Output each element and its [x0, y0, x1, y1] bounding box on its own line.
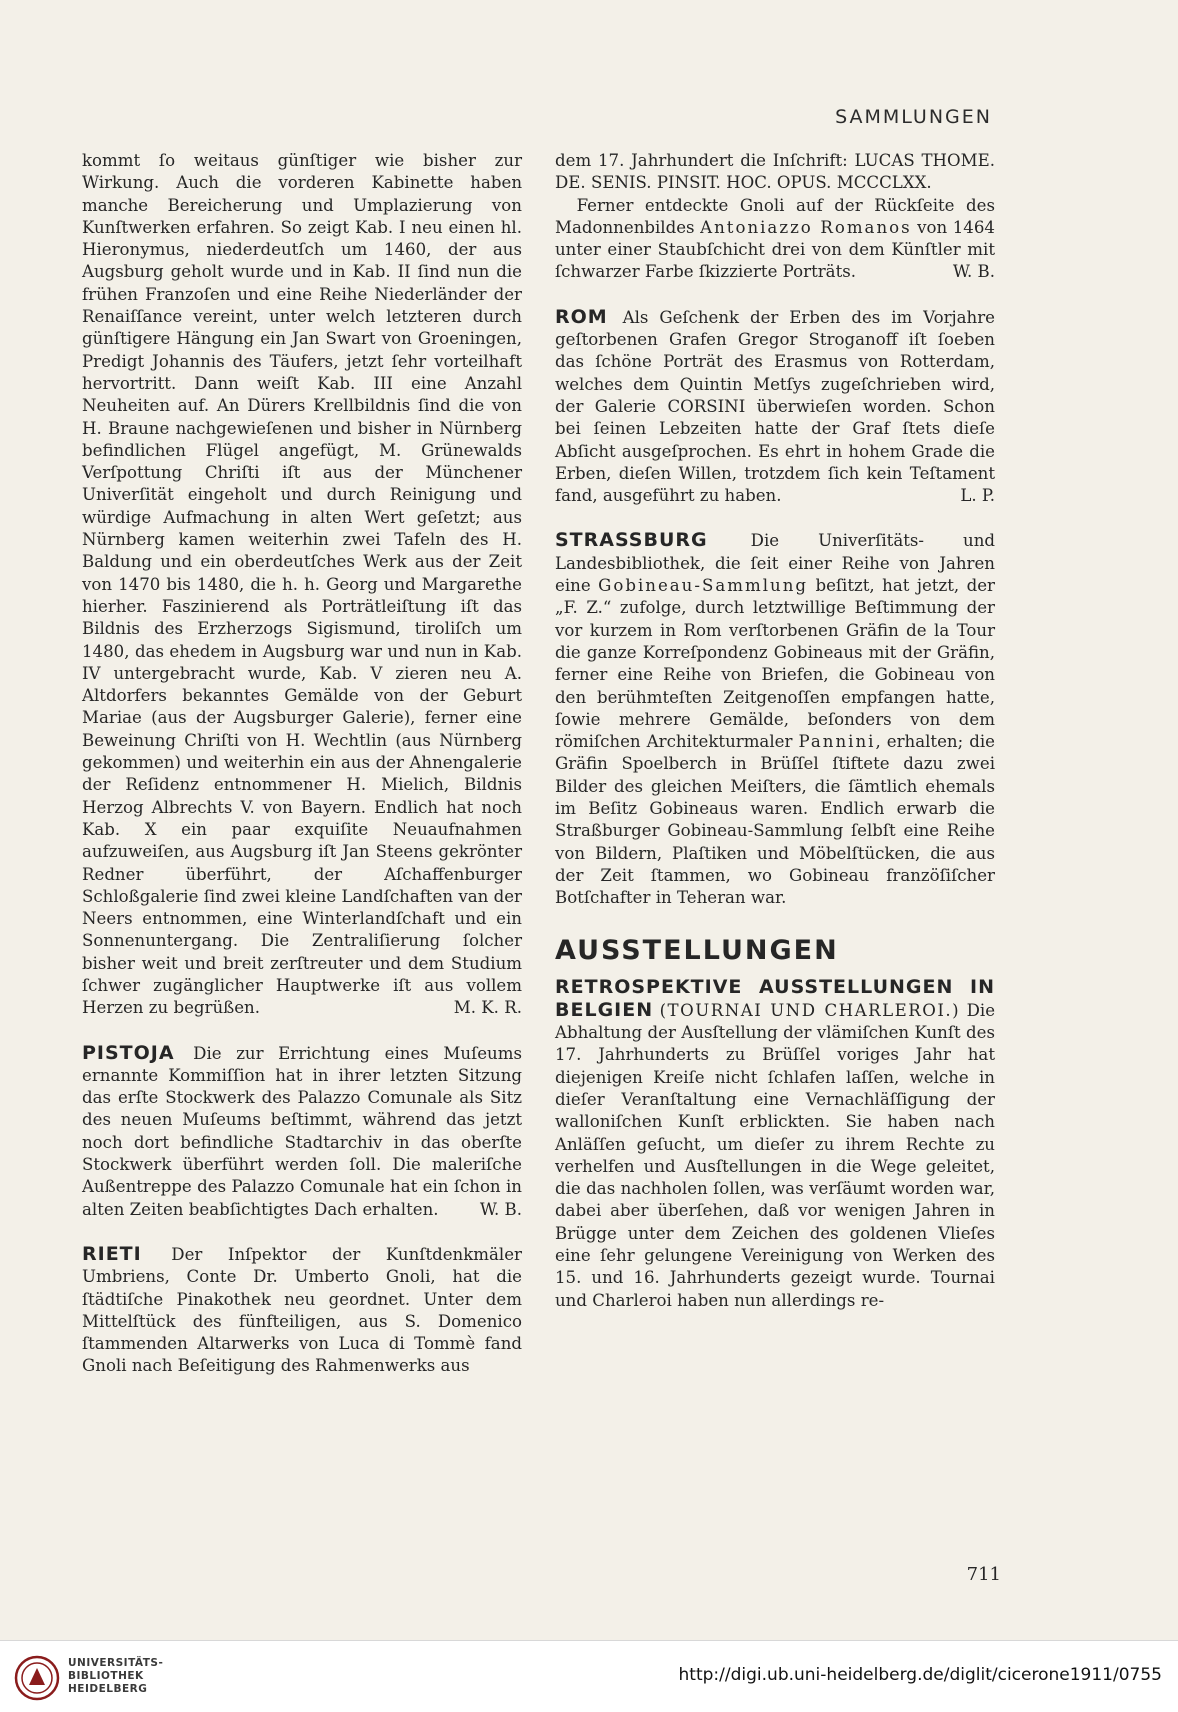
article-pistoja: PISTOJA Die zur Errichtung eines Muſeums ernannte Kommiſſion hat in ihrer letzten Sitzung das erſte Stockwerk des Palazzo Comunale als Sitz des neuen Muſeums beſtimmt, während das jetzt noch dort befindliche Stadtarchiv in das oberſte Stockwerk überführt werden ſoll. Die maleriſche Außentreppe des Palazzo Comunale hat ein ſchon in alten Zeiten beabſichtigtes Dach erhalten. W. B.	[82, 1042, 522, 1221]
running-head: SAMMLUNGEN	[835, 106, 992, 128]
heading-retrospektive: RETROSPEKTIVE AUSSTELLUNGEN IN BELGIEN	[555, 975, 995, 1021]
left-column	[82, 150, 522, 1378]
article-strassburg: STRASSBURG Die Univerſitäts- und Landesbibliothek, die ſeit einer Reihe von Jahren eine Gobineau-Sammlung beſitzt, hat jetzt, der „F. Z.“ zufolge, durch letztwillige Beſtimmung der vor kurzem in Rom verſtorbenen Gräfin de la Tour die ganze Korreſpondenz Gobineaus mit der Gräfin, ferner eine Reihe von Briefen, die Gobineau von den berühmteſten Zeitgenoſſen empfangen hatte, ſowie mehrere Gemälde, beſonders von dem römiſchen Architekturmaler Pannini, erhalten; die Gräfin Spoelberch in Brüſſel ſtiftete dazu zwei Bilder des gleichen Meiſters, die ſämtlich ehemals im Beſitz Gobineaus waren. Endlich erwarb die Straßburger Gobineau-Sammlung ſelbſt eine Reihe von Bildern, Plaſtiken und Möbelſtücken, die aus der Zeit ſtammen, wo Gobineau franzöſiſcher Botſchafter in Teheran war.	[555, 529, 996, 908]
rieti-continuation-2: Ferner entdeckte Gnoli auf der Rückſeite des Madonnenbildes Antoniazzo Romanos von 1464 unter einer Staubſchicht drei von dem Künſtler mit ſchwarzer Farbe ſkizzierte Porträts. W. B.	[555, 195, 995, 284]
article-rom: ROM Als Geſchenk der Erben des im Vorjahre geſtorbenen Grafen Gregor Stroganoff iſt ſoeben das ſchöne Porträt des Erasmus von Rotterdam, welches dem Quintin Metſys zugeſchrieben wird, der Galerie CORSINI überwieſen worden. Schon bei ſeinen Lebzeiten hatte der Graf ſtets dieſe Abſicht ausgeſprochen. Es ehrt in hohem Grade die Erben, dieſen Willen, trotzdem ſich kein Teſtament fand, ausgeführt zu haben. L. P.	[555, 306, 995, 508]
source-url-link[interactable]: http://digi.ub.uni-heidelberg.de/diglit/cicerone1911/0755	[678, 1665, 1162, 1685]
article-retrospektive: RETROSPEKTIVE AUSSTELLUNGEN IN BELGIEN (TOURNAI UND CHARLEROI.) Die Abhaltung der Ausſtellung der vlämiſchen Kunſt des 17. Jahrhunderts zu Brüſſel voriges Jahr hat diejenigen Kreiſe nicht ſchlafen laſſen, welche in dieſer Veranſtaltung eine Vernachläſſigung der walloniſchen Kunſt erblickten. Sie haben nach Anläſſen geſucht, um dieſer zu ihrem Rechte zu verhelfen und Ausſtellungen in die Wege geleitet, die das nachholen ſollen, was verſäumt worden war, dabei aber überſehen, daß vor wenigen Jahren in Brügge unter dem Zeichen des goldenen Vlieſes eine ſehr gelungene Vereinigung von Werken des 15. und 16. Jahrhunderts gezeigt wurde. Tournai und Charleroi haben nun allerdings re-	[555, 975, 996, 1310]
article-rieti: RIETI Der Inſpektor der Kunſtdenkmäler Umbriens, Conte Dr. Umberto Gnoli, hat die ſtädtiſche Pinakothek neu geordnet. Unter dem Mittelſtück des fünfteiligen, aus S. Domenico ſtammenden Altarwerks von Luca di Tommè fand Gnoli nach Beſeitigung des Rahmenwerks aus	[82, 1242, 522, 1376]
page-number: 711	[966, 1564, 1001, 1585]
intro-paragraph: kommt ſo weitaus günſtiger wie bisher zur Wirkung. Auch die vorderen Kabinette haben manche Bereicherung und Umplazierung von Kunſtwerken erfahren. So zeigt Kab. I neu einen hl. Hieronymus, niederdeutſch um 1460, der aus Augsburg geholt wurde und in Kab. II ſind nun die frühen Franzoſen und eine Reihe Niederländer der Renaiſſance vereint, unter welch letzteren durch günſtigere Hängung ein Jan Swart von Groeningen, Predigt Johannis des Täufers, jetzt ſehr vorteilhaft hervortritt. Dann weiſt Kab. III eine Anzahl Neuheiten auf. An Dürers Krellbildnis ſind die von H. Braune nachgewieſenen und bisher in Nürnberg befindlichen Flügel angefügt, M. Grünewalds Verſpottung Chriſti iſt aus der Münchener Univerſität eingeholt und durch Reinigung und würdige Aufmachung in alten Wert geſetzt; aus Nürnberg kamen weiterhin zwei Tafeln des H. Baldung und ein oberdeutſches Werk aus der Zeit von 1470 bis 1480, die h. h. Georg und Margarethe hierher. Faszinierend als Porträtleiſtung iſt das Bildnis des Erzherzogs Sigismund, tiroliſch um 1480, das ehedem in Augsburg war und nun in Kab. IV untergebracht wurde, Kab. V zieren neu A. Altdorfers bekanntes Gemälde von der Geburt Mariae (aus der Augsburger Galerie), ferner eine Beweinung Chriſti von H. Wechtlin (aus Nürnberg gekommen) und weiterhin ein aus der Ahnengalerie der Reſidenz entnommener H. Mielich, Bildnis Herzog Albrechts V. von Bayern. Endlich hat noch Kab. X ein paar exquiſite Neuaufnahmen aufzuweiſen, aus Augsburg iſt Jan Steens gekrönter Redner überführt, der Aſchaffenburger Schloßgalerie ſind zwei kleine Landſchaften van der Neers entnommen, eine Winterlandſchaft und ein Sonnenuntergang. Die Zentraliſierung ſolcher bisher weit und breit zerſtreuter und dem Studium ſchwer zugänglicher Hauptwerke iſt aus vollem Herzen zu begrüßen. M. K. R.	[82, 150, 522, 1020]
university-seal-icon	[14, 1655, 60, 1701]
rieti-continuation: dem 17. Jahrhundert die Inſchrift: LUCAS THOME. DE. SENIS. PINSIT. HOC. OPUS. MCCCLXX.	[555, 151, 995, 193]
library-name: UNIVERSITÄTS- BIBLIOTHEK HEIDELBERG	[68, 1657, 164, 1695]
heading-rom: ROM	[555, 305, 608, 328]
signature: W. B.	[479, 1199, 522, 1219]
heading-rieti: RIETI	[82, 1242, 142, 1265]
section-heading-ausstellungen: AUSSTELLUNGEN	[555, 934, 839, 966]
signature: M. K. R.	[453, 998, 522, 1018]
signature: L. P.	[960, 486, 995, 506]
heading-pistoja: PISTOJA	[82, 1041, 175, 1064]
signature: W. B.	[952, 262, 995, 282]
right-column	[555, 150, 995, 1312]
footer-bar	[0, 1640, 1178, 1712]
heading-strassburg: STRASSBURG	[555, 529, 708, 552]
